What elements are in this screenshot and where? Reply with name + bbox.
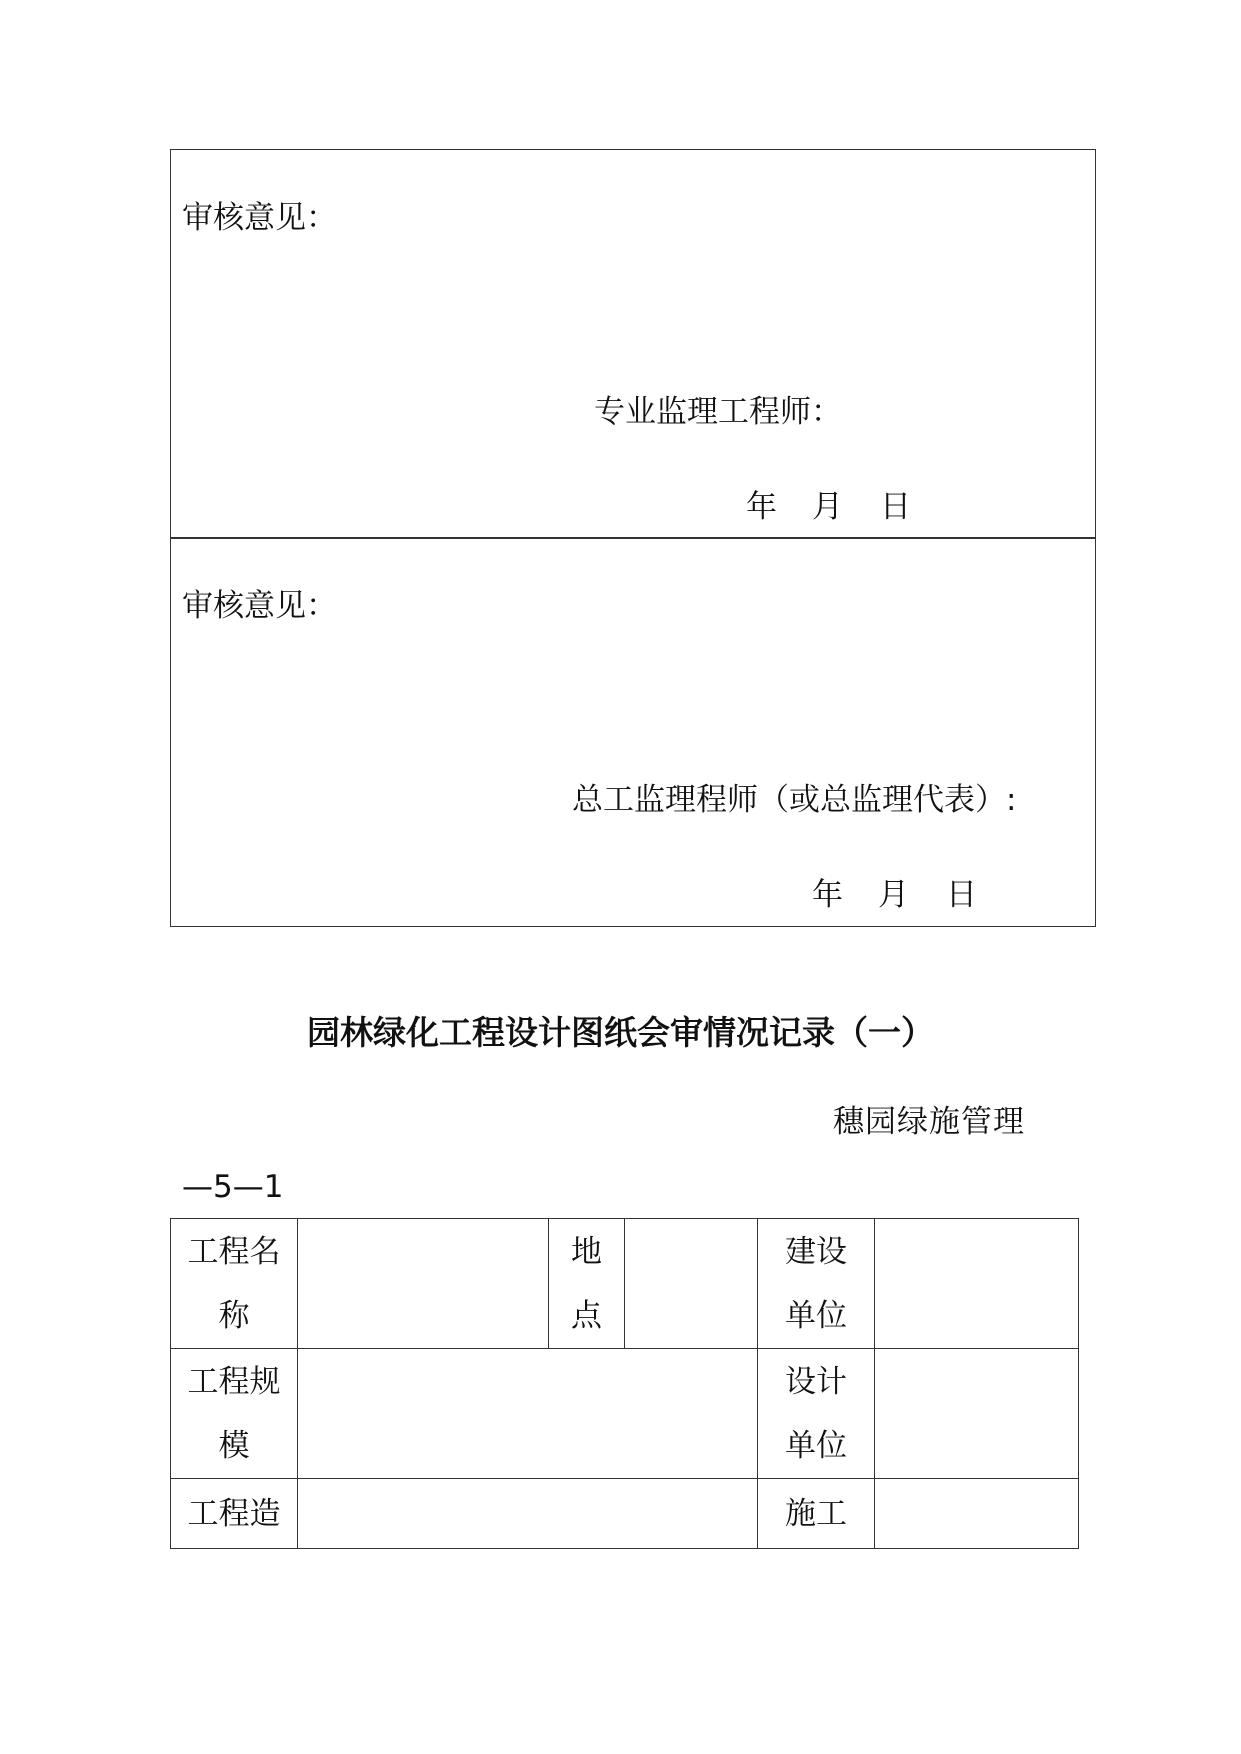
chief-supervisor-label: 总工监理程师（或总监理代表）: [572,782,1017,818]
construction-unit-label: 施工 [785,1495,847,1532]
owner-unit-label: 建设单位 [785,1233,847,1334]
opinion-label-1: 审核意见： [182,200,337,236]
design-unit-label-cell [758,1349,875,1479]
date-year-1: 年 [746,489,777,525]
project-cost-value-cell[interactable] [298,1479,758,1549]
location-value-cell[interactable] [625,1219,758,1349]
owner-unit-value-cell[interactable] [875,1219,1079,1349]
construction-unit-value-cell[interactable] [875,1479,1079,1549]
design-unit-value-cell[interactable] [875,1349,1079,1479]
project-scale-label: 工程规模 [187,1363,281,1464]
project-name-value-cell[interactable] [298,1219,549,1349]
date-day-1: 日 [880,489,911,525]
project-cost-label-cell [171,1479,298,1549]
table-row [171,1349,1079,1479]
owner-unit-label-cell [758,1219,875,1349]
table-row [171,1479,1079,1549]
form-code: —5—1 [182,1169,284,1205]
project-info-table [170,1218,1079,1549]
opinion-label-2: 审核意见： [182,588,337,624]
date-month-2: 月 [878,877,909,913]
project-cost-label: 工程造 [187,1495,281,1532]
table-row [171,1219,1079,1349]
construction-unit-label-cell [758,1479,875,1549]
project-name-label: 工程名称 [187,1233,281,1334]
supervising-engineer-label: 专业监理工程师： [594,394,842,430]
date-day-2: 日 [946,877,977,913]
project-scale-value-cell[interactable] [298,1349,758,1479]
form-title: 园林绿化工程设计图纸会审情况记录（一） [307,1013,934,1052]
date-year-2: 年 [812,877,843,913]
design-unit-label: 设计单位 [785,1363,847,1464]
location-label: 地点 [571,1233,602,1334]
project-scale-label-cell [171,1349,298,1479]
organization-name: 穗园绿施管理 [833,1104,1025,1140]
location-label-cell [549,1219,625,1349]
date-month-1: 月 [812,489,843,525]
project-name-label-cell [171,1219,298,1349]
